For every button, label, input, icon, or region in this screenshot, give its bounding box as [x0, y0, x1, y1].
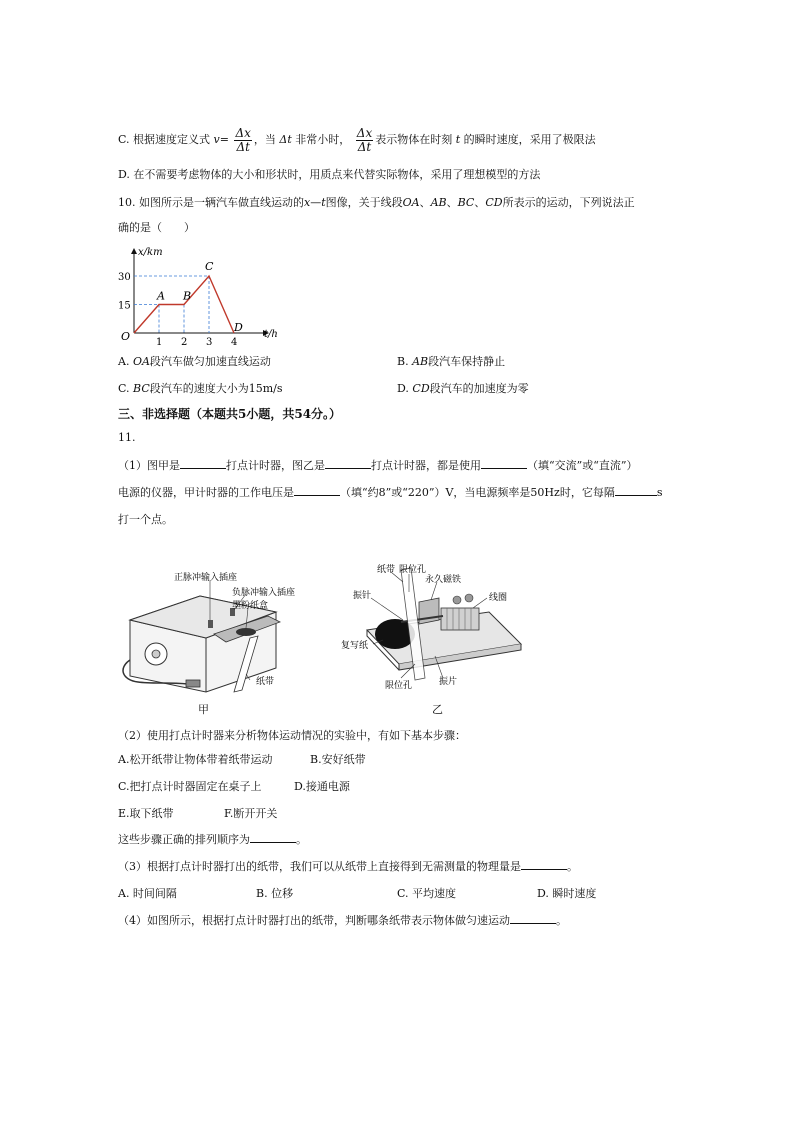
- q10-xt-graph: [118, 243, 298, 353]
- q11-p1-text-b: 打点计时器，图乙是: [226, 459, 325, 472]
- fraction-denominator: Δt: [236, 139, 250, 154]
- x-tick-label: 1: [156, 337, 163, 348]
- option-prefix: C.: [118, 382, 134, 395]
- q9-c-text-3: 表示物体在时刻: [375, 133, 453, 146]
- q10-stem-text-a: 10. 如图所示是一辆汽车做直线运动的: [118, 196, 304, 209]
- q11-p1-text-g: s: [656, 486, 663, 499]
- yi-label-coil: 线圈: [489, 593, 508, 603]
- segment-ab: AB: [430, 196, 447, 209]
- q10-stem-dash: —: [310, 196, 322, 209]
- answer-blank[interactable]: [521, 859, 567, 870]
- x-axis-label: t/h: [264, 329, 278, 340]
- option-text: 段汽车保持静止: [428, 355, 506, 368]
- fraction-numerator: Δx: [356, 125, 373, 140]
- q11-number: 11.: [118, 431, 136, 444]
- option-text: 段汽车的加速度为零: [429, 382, 529, 395]
- option-prefix: D.: [397, 382, 413, 395]
- q9-c-text-1: ，当: [253, 133, 276, 146]
- segment-bc: BC: [457, 196, 475, 209]
- option-segment: OA: [132, 355, 150, 368]
- segment-cd: CD: [485, 196, 503, 209]
- answer-blank[interactable]: [180, 458, 226, 469]
- q11-step-d: D.接通电源: [294, 780, 350, 793]
- q10-option-c: [118, 381, 283, 397]
- option-segment: BC: [133, 382, 150, 395]
- q9-c-text-2: 非常小时，: [295, 133, 351, 146]
- q11-p1-text-d: （填“交流”或“直流”）: [527, 459, 638, 472]
- q10-stem-text-c: 所表示的运动，下列说法正: [502, 196, 635, 209]
- q10-option-a: [118, 354, 271, 370]
- q9-c-t: t: [455, 133, 461, 146]
- point-label-c: C: [205, 260, 214, 273]
- section-3-heading: 三、非选择题（本题共5小题，共54分。）: [118, 407, 342, 421]
- q9-c-v: v: [213, 133, 220, 146]
- option-prefix: A.: [118, 355, 133, 368]
- q11-p3-option-d: D. 瞬时速度: [537, 887, 597, 900]
- point-label-b: B: [183, 289, 192, 303]
- punctuation: 。: [296, 833, 307, 846]
- y-tick-label: 15: [118, 300, 131, 312]
- q10-stem-line1: [118, 195, 635, 211]
- q11-step-a: A.松开纸带让物体带着纸带运动: [118, 753, 273, 766]
- q11-p1-text-c: 打点计时器，都是使用: [371, 459, 481, 472]
- y-tick-label: 30: [118, 272, 131, 283]
- q11-part2-intro: （2）使用打点计时器来分析物体运动情况的实验中，有如下基本步骤：: [118, 729, 466, 742]
- q9-fraction-1: [234, 127, 251, 154]
- answer-blank[interactable]: [250, 832, 296, 843]
- punctuation: 。: [567, 860, 578, 873]
- x-tick-label: 2: [181, 337, 188, 348]
- q10-stem-t: t: [321, 196, 326, 209]
- q11-step-e: E.取下纸带: [118, 807, 174, 820]
- q11-part1-line1: [118, 458, 638, 474]
- figure-yi-caption: 乙: [432, 703, 443, 716]
- q9-c-equals: =: [219, 133, 229, 146]
- q11-p3-option-a: A. 时间间隔: [118, 887, 177, 900]
- q11-part1-line2: [118, 485, 662, 501]
- jia-label-negative-socket: 负脉冲输入插座: [232, 588, 296, 598]
- jia-label-positive-socket: 正脉冲输入插座: [174, 573, 238, 583]
- yi-label-vibrator: 振片: [439, 677, 458, 687]
- figure-yi-timer: [339, 560, 529, 695]
- separator: 、: [446, 196, 458, 209]
- option-segment: AB: [412, 355, 429, 368]
- jia-label-paper-tape: 纸带: [256, 677, 275, 687]
- figure-jia-timer: [118, 568, 328, 708]
- option-segment: CD: [412, 382, 430, 395]
- yi-label-needle: 振针: [353, 591, 372, 601]
- q10-option-b: [397, 354, 505, 370]
- yi-label-magnet: 永久磁铁: [425, 575, 462, 585]
- separator: 、: [474, 196, 486, 209]
- q11-part1-line3: 打一个点。: [118, 513, 173, 526]
- q11-step-f: F.断开开关: [224, 807, 278, 820]
- q9-option-d: D. 在不需要考虑物体的大小和形状时，用质点来代替实际物体，采用了理想模型的方法: [118, 168, 541, 181]
- q11-part3: [118, 859, 578, 875]
- q11-p3-text: （3）根据打点计时器打出的纸带，我们可以从纸带上直接得到无需测量的物理量是: [118, 860, 521, 873]
- x-tick-label: 3: [206, 337, 213, 348]
- q10-stem-text-b: 图像，关于线段: [325, 196, 403, 209]
- point-label-d: D: [234, 321, 243, 334]
- x-tick-label: 4: [231, 337, 238, 348]
- figure-jia-caption: 甲: [198, 703, 209, 716]
- answer-blank[interactable]: [325, 458, 371, 469]
- q9-c-prefix: C. 根据速度定义式: [118, 133, 211, 146]
- yi-label-carbon-paper: 复写纸: [341, 641, 369, 651]
- answer-blank[interactable]: [615, 485, 657, 496]
- q11-p1-text-e: 电源的仪器，甲计时器的工作电压是: [118, 486, 294, 499]
- q9-option-c: [118, 123, 596, 157]
- answer-blank[interactable]: [510, 913, 556, 924]
- q11-p1-text-a: （1）图甲是: [118, 459, 180, 472]
- q11-step-b: B.安好纸带: [310, 753, 366, 766]
- q11-p2-order-text: 这些步骤正确的排列顺序为: [118, 833, 250, 846]
- answer-blank[interactable]: [481, 458, 527, 469]
- answer-blank[interactable]: [294, 485, 340, 496]
- option-text: 段汽车的速度大小为15m/s: [149, 382, 283, 395]
- fraction-denominator: Δt: [357, 139, 372, 154]
- jia-label-ink-box: 墨粉纸盒: [232, 601, 269, 611]
- q11-part2-order: [118, 832, 307, 848]
- q11-step-c: C.把打点计时器固定在桌子上: [118, 780, 262, 793]
- q9-fraction-2: [356, 127, 373, 154]
- separator: 、: [419, 196, 431, 209]
- q11-p1-text-f: （填“约8”或“220”）V，当电源频率是50Hz时，它每隔: [340, 486, 615, 499]
- q9-c-text-4: 的瞬时速度，采用了极限法: [463, 133, 596, 146]
- q11-p3-option-c: C. 平均速度: [397, 887, 457, 900]
- option-text: 段汽车做匀加速直线运动: [149, 355, 271, 368]
- yi-label-limit-hole-top: 限位孔: [399, 565, 427, 575]
- yi-label-paper-tape: 纸带: [377, 565, 396, 575]
- q9-c-dt: Δt: [279, 133, 292, 146]
- punctuation: 。: [556, 914, 567, 927]
- origin-label: O: [121, 330, 131, 343]
- q10-option-d: [397, 381, 529, 397]
- q11-p4-text: （4）如图所示，根据打点计时器打出的纸带，判断哪条纸带表示物体做匀速运动: [118, 914, 510, 927]
- segment-oa: OA: [402, 196, 420, 209]
- q10-stem-x: x: [304, 196, 311, 209]
- q11-p3-option-b: B. 位移: [256, 887, 294, 900]
- fraction-numerator: Δx: [235, 125, 251, 140]
- y-axis-label: x/km: [138, 247, 163, 258]
- yi-label-limit-hole-bottom: 限位孔: [385, 681, 413, 691]
- option-prefix: B.: [397, 355, 413, 368]
- q11-part4: [118, 913, 567, 929]
- point-label-a: A: [157, 289, 165, 303]
- q10-stem-line2: 确的是（ ）: [118, 221, 195, 234]
